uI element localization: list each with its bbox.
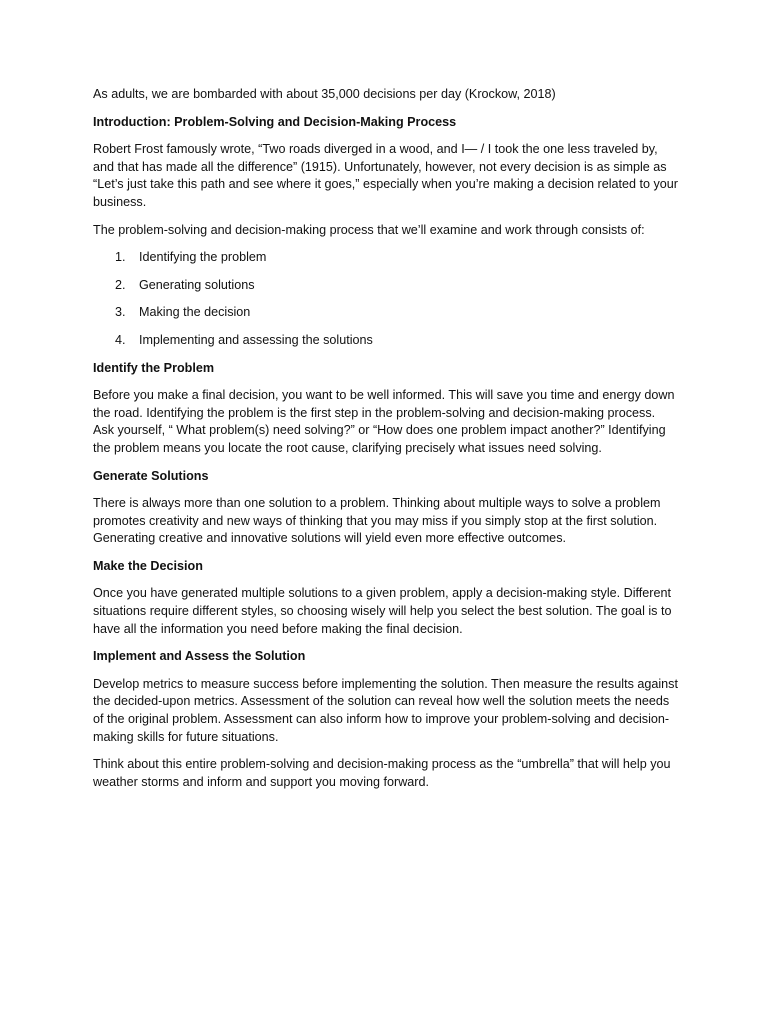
list-item-number: 4. <box>115 332 126 347</box>
list-item-text: Identifying the problem <box>139 250 267 265</box>
process-steps-list <box>93 249 678 349</box>
section-heading-identify: Identify the Problem <box>93 360 215 375</box>
section-body-implement: Develop metrics to measure success before implementing the solution. Then measure the results against the decided-upon metrics. Assessment of the solution can reveal how well the solution meets the needs of the original problem. Assessment can also inform how to improve your problem-solving and decision-making skills for future situations. <box>93 676 678 744</box>
section-body-decide: Once you have generated multiple solutions to a given problem, apply a decision-making style. Different situations require different styles, so choosing wisely will help you select the best solution. The goal is to have all the information you need before making the final decision. <box>93 586 672 636</box>
section-heading-decide: Make the Decision <box>93 558 203 573</box>
list-item <box>93 249 678 267</box>
closing-paragraph: Think about this entire problem-solving and decision-making process as the “umbrella” that will help you weather storms and inform and support you moving forward. <box>93 757 671 789</box>
list-item-text: Making the decision <box>139 305 251 320</box>
list-item-number: 3. <box>115 305 126 320</box>
section-body-identify: Before you make a final decision, you want to be well informed. This will save you time and energy down the road. Identifying the problem is the first step in the problem-solving and decision-making process. Ask yourself, “ What problem(s) need solving?” or “How does one problem impact another?” Identifying the problem means you locate the root cause, clarifying precisely what issues need solving. <box>93 388 675 455</box>
list-item <box>93 332 678 350</box>
document-page <box>93 86 678 801</box>
process-lead: The problem-solving and decision-making process that we’ll examine and work through consists of: <box>93 222 645 237</box>
section-body-generate: There is always more than one solution to a problem. Thinking about multiple ways to solve a problem promotes creativity and new ways of thinking that you may miss if you simply stop at the first solution. Generating creative and innovative solutions will yield even more effective outcomes. <box>93 496 661 546</box>
intro-paragraph: Robert Frost famously wrote, “Two roads diverged in a wood, and I— / I took the one less traveled by, and that has made all the difference” (1915). Unfortunately, however, not every decision is as simple as “Let’s just take this path and see where it goes,” especially when you’re making a decision related to your business. <box>93 142 679 209</box>
list-item <box>93 304 678 322</box>
list-item-number: 1. <box>115 250 126 265</box>
list-item-number: 2. <box>115 277 126 292</box>
intro-line: As adults, we are bombarded with about 35,000 decisions per day (Krockow, 2018) <box>93 87 556 101</box>
list-item-text: Generating solutions <box>139 277 255 292</box>
list-item-text: Implementing and assessing the solutions <box>139 332 373 347</box>
list-item <box>93 277 678 295</box>
section-heading-implement: Implement and Assess the Solution <box>93 649 306 664</box>
section-heading-generate: Generate Solutions <box>93 468 209 483</box>
intro-heading: Introduction: Problem-Solving and Decision-Making Process <box>93 114 457 129</box>
